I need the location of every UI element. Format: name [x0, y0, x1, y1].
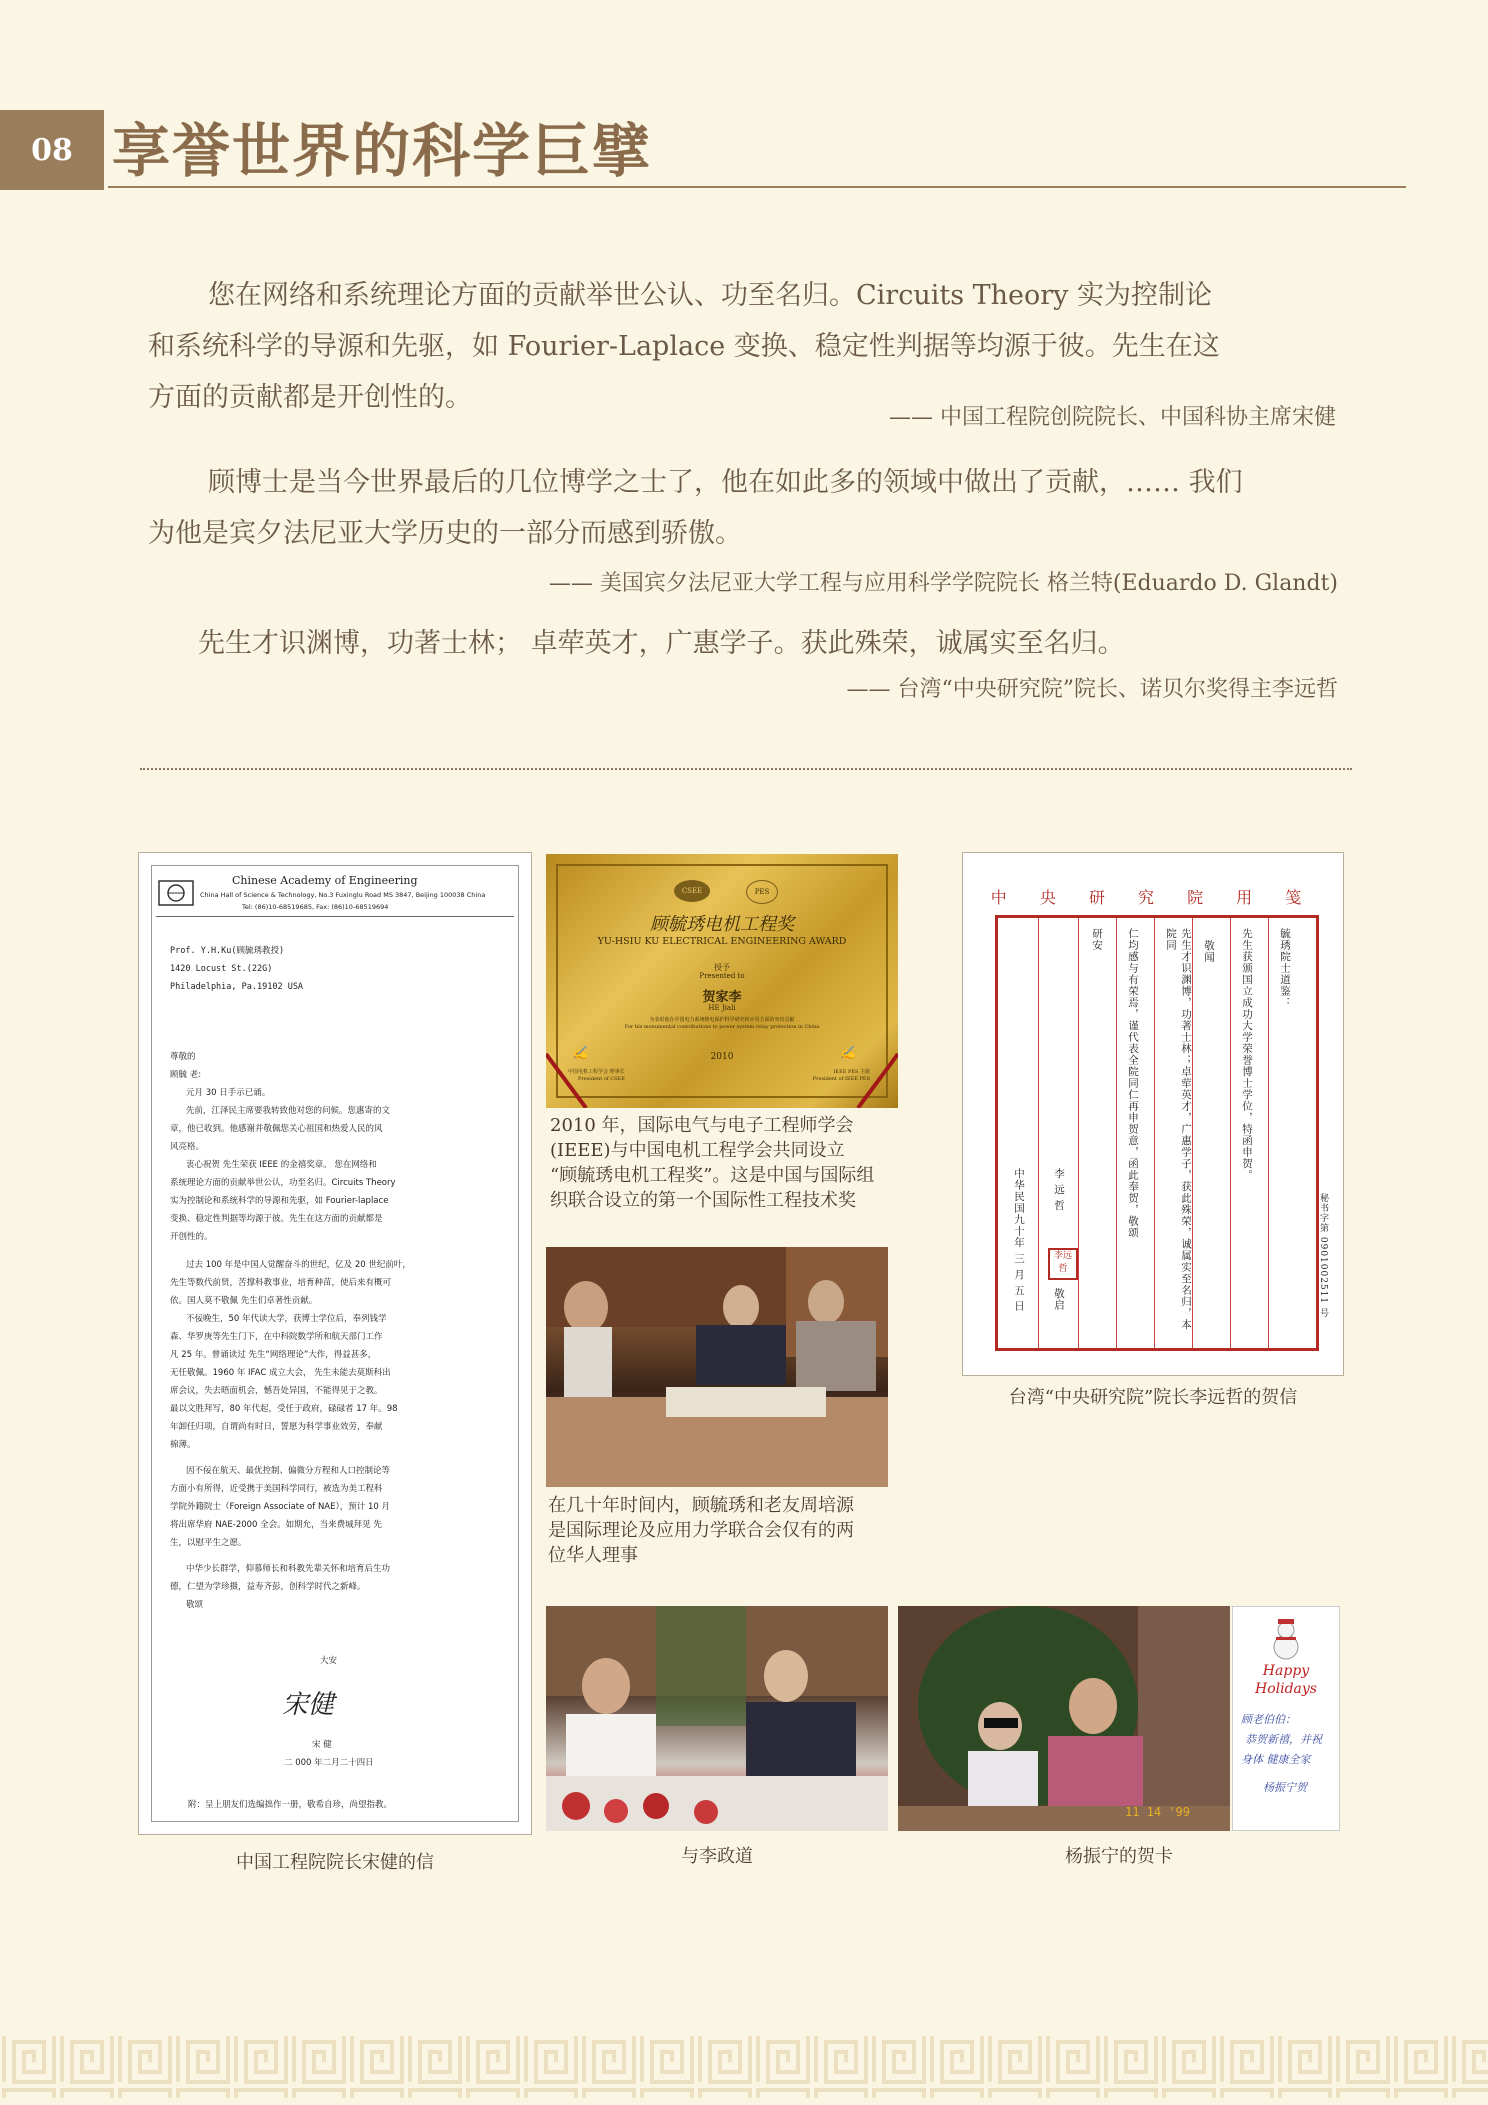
award-recipient-cn: 贺家李 [702, 990, 742, 1005]
sinica-column-line [1116, 918, 1117, 1348]
letter-body-line: 中华少长群学，仰慕师长和科教先辈关怀和培育后生功 [186, 1564, 391, 1574]
letter-body-line: 敬颂 [186, 1600, 204, 1610]
song-jian-letter-image [138, 852, 532, 1835]
award-sig-right-1: IEEE PES 主席 [833, 1069, 870, 1075]
letter-salutation-2: 顾毓 老: [170, 1070, 202, 1080]
sinica-date: 中华民国九十年 三 月 五 日 [1013, 1168, 1025, 1312]
page-number: 08 [31, 132, 73, 168]
letter-body-line: 德，仁望为学珍摄，益寿齐彭，创科学时代之新峰。 [170, 1582, 366, 1592]
sinica-col-1: 毓琇院士道鉴： [1279, 928, 1291, 1009]
award-citation-cn: 为表彰他在中国电力系统继电保护科学研究和应用方面的突出贡献 [649, 1017, 795, 1023]
caption-zhou-2: 是国际理论及应用力学联合会仅有的两 [548, 1520, 854, 1541]
letter-body-line: 先前，江泽民主席要我转致他对您的问候。您惠寄的文 [186, 1106, 391, 1116]
award-year: 2010 [710, 1052, 734, 1062]
letter-to-line-3: Philadelphia, Pa.19102 USA [170, 982, 304, 992]
page-number-badge [0, 110, 104, 190]
sinica-signer-note: 敬启 [1053, 1288, 1065, 1311]
letter-body-line: 风亮格。 [170, 1142, 205, 1152]
holiday-note-4: 杨振宁贺 [1263, 1781, 1307, 1794]
letter-body-line: 席会议，失去晤面机会，憾吾处异国，不能得见于之教。 [170, 1386, 383, 1396]
award-ribbon-icon [546, 854, 898, 1108]
letter-address: China Hall of Science & Technology, No.3 Fuxinglu Road MS 3847, Beijing 100038 China [200, 891, 486, 899]
letter-to-line-2: 1420 Locust St.(22G) [170, 964, 273, 974]
letter-salutation-1: 尊敬的 [170, 1052, 196, 1062]
letter-postscript: 附：呈上朋友们选编拙作一册，敬希自珍，尚望指教。 [188, 1800, 393, 1810]
letter-to-line-1: Prof. Y.H.Ku(顾毓琇教授) [170, 946, 285, 956]
quote-2-attribution: —— 美国宾夕法尼亚大学工程与应用科学学院院长 格兰特(Eduardo D. Glandt) [548, 571, 1338, 596]
quote-1-line-1: 您在网络和系统理论方面的贡献举世公认、功至名归。Circuits Theory 实为控制论 [208, 280, 1213, 311]
sinica-red-frame [995, 915, 1319, 1351]
caption-zhou-3: 位华人理事 [548, 1545, 638, 1566]
letter-body-line: 元月 30 日手示已诵。 [186, 1088, 271, 1098]
photo-ku-and-zhou-peiyuan [546, 1247, 888, 1487]
caption-lee: 与李政道 [681, 1846, 753, 1867]
photo-ku-zhou-scene [546, 1247, 888, 1487]
letter-body-line: 衷心祝贺 先生荣获 IEEE 的金禧奖章。 您在网络和 [186, 1160, 377, 1170]
page-title: 享誉世界的科学巨擘 [112, 117, 653, 185]
sinica-col-3: 敬闻 [1203, 940, 1215, 963]
holiday-greeting-1: Happy [1262, 1663, 1310, 1679]
letter-body-line: 无任敬佩。1960 年 IFAC 成立大会， 先生未能去莫斯科出 [170, 1368, 391, 1378]
caption-sinica: 台湾“中央研究院”院长李远哲的贺信 [1008, 1387, 1298, 1408]
award-presented-cn: 授予 [714, 963, 730, 972]
letter-body-line: 森、华罗庚等先生门下，在中科院数学所和航天部门工作 [170, 1332, 383, 1342]
cae-logo-icon [158, 880, 194, 906]
award-sig-right-2: President of IEEE PES [812, 1076, 870, 1082]
caption-award-3: “顾毓琇电机工程奖”。这是中国与国际组 [550, 1165, 875, 1186]
quote-1-attribution: —— 中国工程院创院院长、中国科协主席宋健 [889, 405, 1336, 430]
letter-body-line: 章，他已收到。他感谢并敬佩您关心祖国和热爱人民的风 [170, 1124, 383, 1134]
letter-tel: Tel: (86)10-68519685, Fax: (86)10-68519694 [242, 903, 389, 911]
award-sig-left-1: 中国电机工程学会 理事长 [568, 1069, 625, 1075]
snowman-icon [1261, 1617, 1311, 1661]
holiday-note-3: 身体 健康全家 [1241, 1753, 1311, 1766]
award-signature-left: ✍ [572, 1046, 589, 1061]
photo-with-tsung-dao-lee [546, 1606, 888, 1831]
photo-date-stamp: 11 14 '99 [1124, 1805, 1190, 1819]
letter-body-line: 开创性的。 [170, 1232, 213, 1242]
sinica-signer: 李 远 哲 [1053, 1168, 1065, 1212]
sinica-column-line [1038, 918, 1039, 1348]
letter-body-line: 棉薄。 [170, 1440, 196, 1450]
caption-yang: 杨振宁的贺卡 [1065, 1846, 1173, 1867]
award-title-en: YU-HSIU KU ELECTRICAL ENGINEERING AWARD [597, 936, 847, 947]
holiday-greeting-2: Holidays [1255, 1681, 1317, 1697]
letter-body-line: 不佞晚生，50 年代读大学，获博士学位后，奉列钱学 [186, 1314, 387, 1324]
academia-sinica-letter-image [962, 852, 1344, 1376]
caption-letter: 中国工程院院长宋健的信 [236, 1852, 434, 1873]
title-divider [108, 186, 1406, 188]
sinica-column-line [1078, 918, 1079, 1348]
letter-date: 二 000 年二月二十四日 [284, 1758, 374, 1768]
quote-2-line-2: 为他是宾夕法尼亚大学历史的一部分而感到骄傲。 [148, 518, 742, 549]
holiday-card-image [1232, 1606, 1340, 1831]
letter-body-line: 学院外籍院士（Foreign Associate of NAE），预计 10 月 [170, 1502, 390, 1512]
photo-yang-scene [898, 1606, 1230, 1831]
sinica-column-line [1230, 918, 1231, 1348]
csee-logo-text: CSEE [681, 887, 703, 895]
letter-body-line: 凡 25 年。曾诵读过 先生“网络理论”大作，得益甚多， [170, 1350, 377, 1360]
sinica-seal [1048, 1248, 1078, 1280]
holiday-note-2: 恭贺新禧，并祝 [1245, 1733, 1322, 1746]
pes-logo-text: PES [754, 888, 770, 896]
letter-body-line: 过去 100 年是中国人觉醒奋斗的世纪，亿及 20 世纪前叶， [186, 1260, 411, 1270]
letter-signature: 宋健 [282, 1690, 335, 1720]
sinica-col-6: 研安 [1091, 928, 1103, 951]
sinica-col-2: 先生获颁国立成功大学荣誉博士学位，特函申贺。 [1241, 928, 1253, 1181]
holiday-note-1: 顾老伯伯： [1241, 1713, 1296, 1726]
letter-body-line: 实为控制论和系统科学的导源和先驱，如 Fourier-laplace [170, 1196, 389, 1206]
letter-header-rule [156, 916, 514, 917]
caption-award-1: 2010 年，国际电气与电子工程师学会 [550, 1115, 854, 1136]
sinica-column-line [1268, 918, 1269, 1348]
sinica-ref-no: 秘书字第 0901002511 号 [1318, 1193, 1328, 1318]
photo-chen-ning-yang [898, 1606, 1230, 1831]
caption-award-4: 织联合设立的第一个国际性工程技术奖 [550, 1190, 856, 1211]
letter-org: Chinese Academy of Engineering [232, 874, 418, 887]
letter-body-line: 变换、稳定性判据等均源于彼。先生在这方面的贡献都是 [170, 1214, 383, 1224]
letter-body-line: 因不佞在航天、最优控制、偏微分方程和人口控制论等 [186, 1466, 391, 1476]
award-presented-en: Presented to [699, 972, 745, 980]
award-sig-left-2: President of CSEE [578, 1076, 625, 1082]
sinica-letterhead-text: 中 央 研 究 院 用 笺 [990, 888, 1316, 907]
letter-body-line: 将出席华府 NAE-2000 全会。如期允，当来费城拜见 先 [170, 1520, 382, 1530]
letter-body-line: 先生等数代前贤，苦撑科教事业，培育种苗，使后来有概可 [170, 1278, 392, 1288]
award-recipient-en: HE Jiali [708, 1004, 736, 1012]
letter-signer-name: 宋 健 [312, 1740, 332, 1750]
greek-key-border [0, 2028, 1488, 2105]
award-plaque-image [546, 854, 898, 1108]
quote-3-line-1: 先生才识渊博，功著士林； 卓荦英才，广惠学子。获此殊荣，诚属实至名归。 [198, 628, 1125, 659]
letter-body-line: 方面小有所得，近受携于美国科学同行，被选为美工程科 [170, 1484, 383, 1494]
letter-closing: 大安 [320, 1656, 338, 1666]
award-signature-right: ✍ [839, 1046, 856, 1061]
letter-body-line: 依。国人莫不敬佩 先生们卓著性贡献。 [170, 1296, 318, 1306]
quote-3-attribution: —— 台湾“中央研究院”院长、诺贝尔奖得主李远哲 [846, 677, 1338, 702]
award-citation-en: For his monumental contributions to power system relay protection in China [624, 1024, 820, 1030]
sinica-column-line [1154, 918, 1155, 1348]
dotted-divider [140, 768, 1352, 770]
sinica-col-4: 先生才识渊博，功著士林；卓荦英才，广惠学子，获此殊荣，诚属实至名归，本院同 [1165, 928, 1192, 1331]
sinica-seal-text: 李远哲 [1053, 1251, 1072, 1274]
caption-award-2: (IEEE)与中国电机工程学会共同设立 [550, 1140, 845, 1161]
quote-1-line-2: 和系统科学的导源和先驱，如 Fourier-Laplace 变换、稳定性判据等均源于彼。先生在这 [148, 331, 1220, 362]
award-title-cn: 顾毓琇电机工程奖 [650, 914, 794, 935]
quote-2-line-1: 顾博士是当今世界最后的几位博学之士了，他在如此多的领域中做出了贡献，…… 我们 [208, 467, 1243, 498]
letter-body-line: 系统理论方面的贡献举世公认，功至名归。Circuits Theory [170, 1178, 396, 1188]
photo-lee-scene [546, 1606, 888, 1831]
letter-body-line: 生，以慰平生之愿。 [170, 1538, 247, 1548]
caption-zhou-1: 在几十年时间内，顾毓琇和老友周培源 [548, 1495, 854, 1516]
sinica-letterhead [963, 885, 1343, 908]
letter-body-line: 年卸任归项，自谓尚有时日，誓愿为科学事业效劳，奉献 [170, 1422, 383, 1432]
sinica-col-5: 仁均感与有荣焉，谨代表全院同仁再申贺意，函此奉贺，敬颂 [1127, 928, 1139, 1239]
letter-body-line: 最以文胜拜写，80 年代起，受任于政府，碌碌者 17 年。98 [170, 1404, 398, 1414]
quote-1-line-3: 方面的贡献都是开创性的。 [148, 382, 472, 413]
